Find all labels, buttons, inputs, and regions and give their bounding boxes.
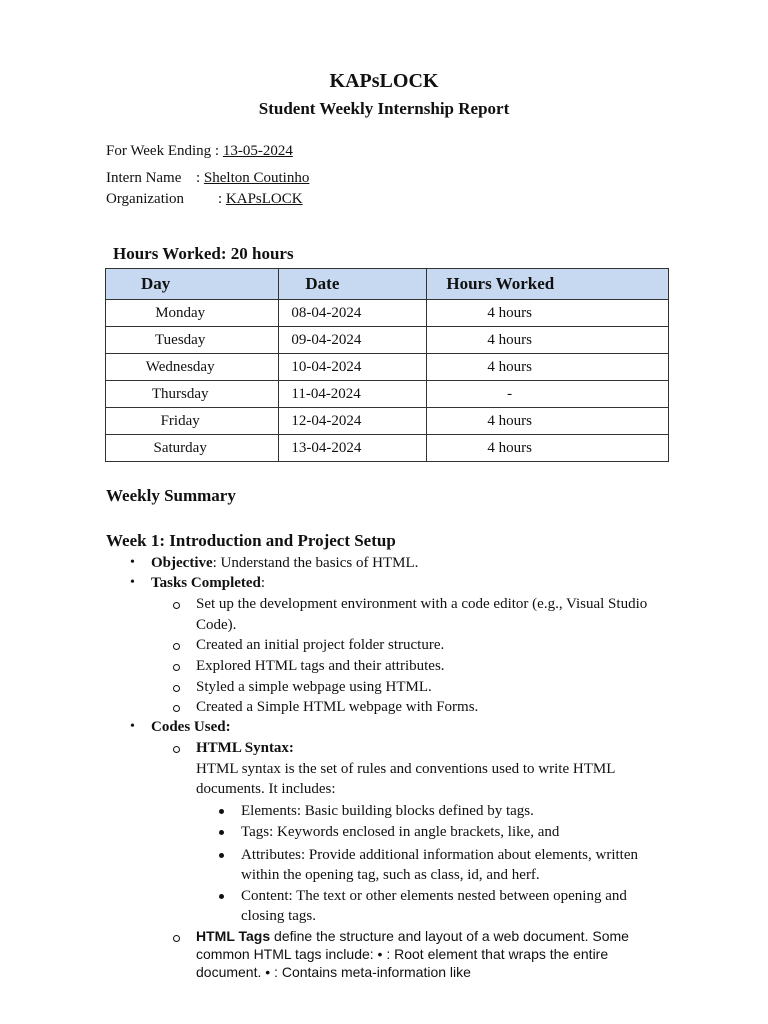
day-cell: Tuesday [106,327,279,354]
objective-label: Objective [151,555,213,571]
syntax-item: Elements: Basic building blocks defined by tags. [241,803,534,819]
organization-label: Organization [106,191,185,207]
organization-value: KAPsLOCK [225,191,303,207]
codes-used-label: Codes Used: [151,719,231,735]
hours-cell: - [427,381,669,408]
day-cell: Saturday [106,435,279,462]
circle-bullet-icon [173,643,180,650]
html-tags-label: HTML Tags [196,928,271,944]
task-item: Set up the development environment with a code editor (e.g., Visual Studio [196,596,648,612]
circle-bullet-icon [173,602,180,609]
table-row [106,327,669,354]
date-cell: 08-04-2024 [279,300,427,327]
date-cell: 13-04-2024 [279,435,427,462]
day-cell: Wednesday [106,354,279,381]
weekly-summary-heading: Weekly Summary [106,486,236,505]
circle-bullet-icon [173,705,180,712]
html-tags-text-continued: common HTML tags include: • : Root element that wraps the entire [196,946,609,962]
week-title: Week 1: Introduction and Project Setup [106,531,396,550]
hours-cell: 4 hours [427,327,669,354]
objective-item [151,555,418,572]
organization-row [218,191,303,208]
tasks-item [151,575,265,592]
table-row [106,354,669,381]
week-ending-value: 13-05-2024 [222,143,293,159]
table-row [106,381,669,408]
column-header-day: Day [106,269,279,300]
bullet-icon: • [130,575,135,590]
circle-bullet-icon [173,664,180,671]
organization-sep: : [218,191,226,207]
syntax-item: Attributes: Provide additional information about elements, written [241,847,639,863]
report-subtitle: Student Weekly Internship Report [258,99,510,118]
html-tags-text-continued: document. • : Contains meta-information like [196,964,471,980]
hours-table [105,268,669,462]
hours-cell: 4 hours [427,408,669,435]
syntax-item-continued: within the opening tag, such as class, id, and herf. [241,867,540,883]
date-cell: 09-04-2024 [279,327,427,354]
circle-bullet-icon [173,746,180,753]
html-tags-text: define the structure and layout of a web document. Some [270,928,629,944]
table-row [106,300,669,327]
bullet-icon [219,853,224,858]
hours-cell: 4 hours [427,300,669,327]
intern-name-sep: : [196,170,204,186]
circle-bullet-icon [173,935,180,942]
report-org-title: KAPsLOCK [329,70,439,92]
tasks-label: Tasks Completed [151,575,261,591]
intern-name-value: Shelton Coutinho [203,170,310,186]
task-item: Explored HTML tags and their attributes. [196,658,445,674]
hours-worked-heading: Hours Worked: 20 hours [113,244,294,263]
week-ending-label: For Week Ending : [106,143,223,159]
tasks-colon: : [260,575,266,591]
bullet-icon [219,809,224,814]
column-header-hours: Hours Worked [427,269,669,300]
date-cell: 10-04-2024 [279,354,427,381]
bullet-icon [219,894,224,899]
objective-text: : Understand the basics of HTML. [212,555,419,571]
syntax-item: Content: The text or other elements nested between opening and [241,888,627,904]
date-cell: 11-04-2024 [279,381,427,408]
column-header-date: Date [279,269,427,300]
bullet-icon: • [130,719,135,734]
circle-bullet-icon [173,685,180,692]
task-item-continued: Code). [196,617,237,633]
html-syntax-text-continued: documents. It includes: [196,781,336,797]
day-cell: Monday [106,300,279,327]
week-ending-row [106,143,293,160]
day-cell: Thursday [106,381,279,408]
html-syntax-label: HTML Syntax: [196,740,294,756]
task-item: Created a Simple HTML webpage with Forms. [196,699,479,715]
intern-name-row [196,170,309,187]
intern-name-label: Intern Name [106,170,182,186]
hours-cell: 4 hours [427,435,669,462]
bullet-icon [219,830,224,835]
hours-cell: 4 hours [427,354,669,381]
syntax-item: Tags: Keywords enclosed in angle brackets, like, and [241,824,560,840]
html-syntax-text: HTML syntax is the set of rules and conventions used to write HTML [196,761,616,777]
task-item: Created an initial project folder structure. [196,637,445,653]
hours-table-header [106,269,669,300]
date-cell: 12-04-2024 [279,408,427,435]
table-row [106,408,669,435]
task-item: Styled a simple webpage using HTML. [196,679,432,695]
day-cell: Friday [106,408,279,435]
html-tags-item [196,928,629,944]
bullet-icon: • [130,555,135,570]
table-row [106,435,669,462]
syntax-item-continued: closing tags. [241,908,316,924]
